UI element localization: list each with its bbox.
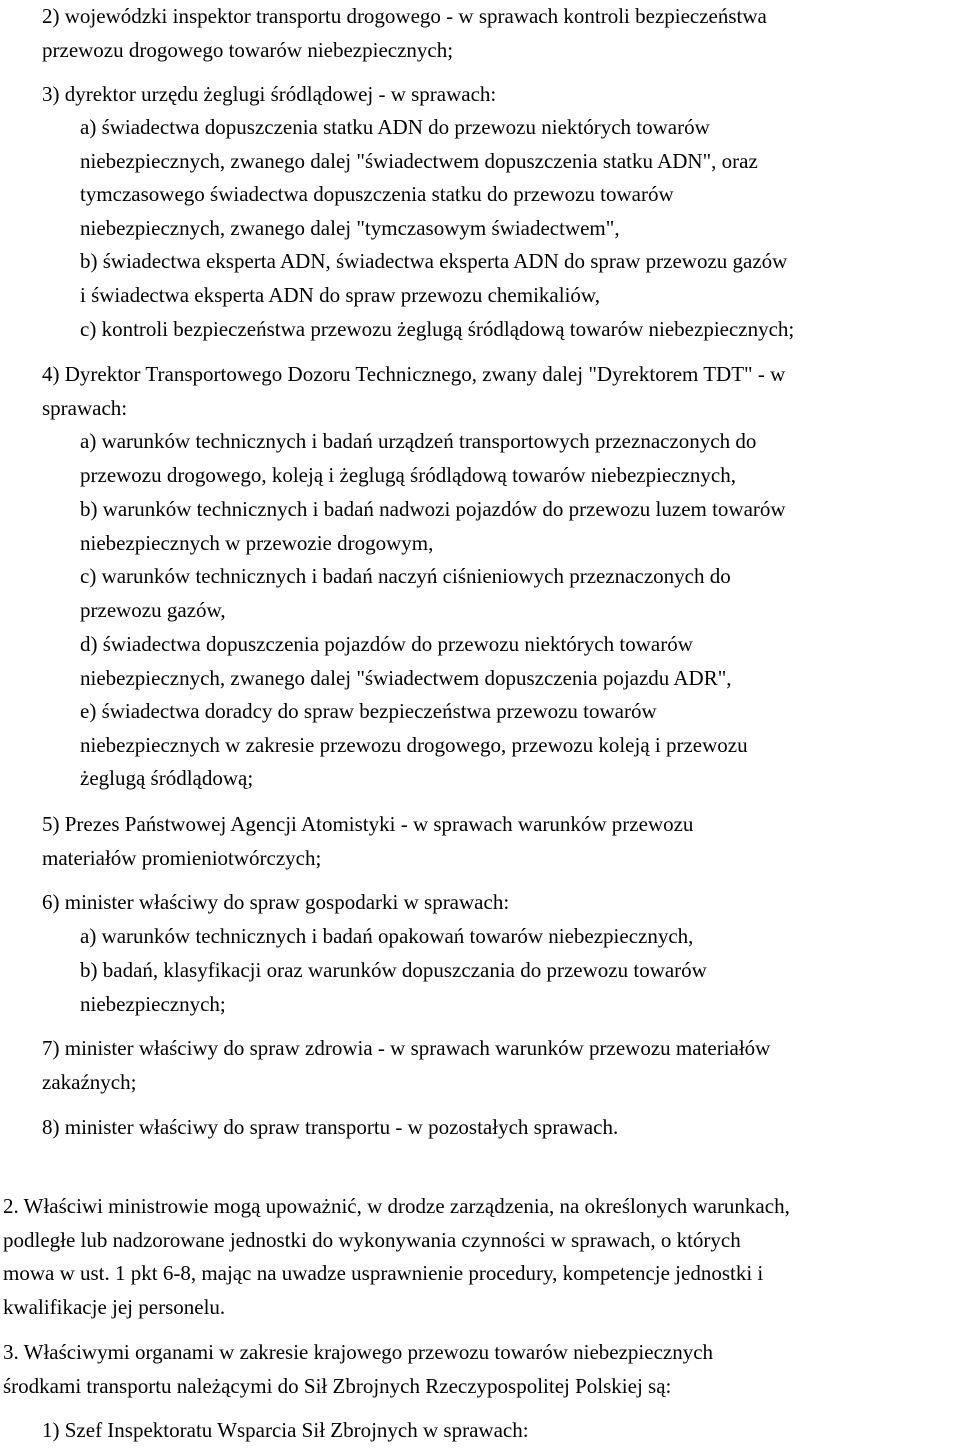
list-item (0, 560, 731, 627)
text-line: 2. Właściwi ministrowie mogą upoważnić, w drodze zarządzenia, na określonych warunkach, (3, 1194, 790, 1218)
list-item (0, 808, 693, 875)
list-item (0, 0, 767, 67)
text-line: a) warunków technicznych i badań urządzeń transportowych przeznaczonych do (80, 429, 757, 453)
text-line: 4) Dyrektor Transportowego Dozoru Technicznego, zwany dalej "Dyrektorem TDT" - w (42, 362, 786, 386)
text-line: b) badań, klasyfikacji oraz warunków dopuszczania do przewozu towarów (80, 958, 707, 982)
text-line: podległe lub nadzorowane jednostki do wykonywania czynności w sprawach, o których (3, 1227, 741, 1252)
list-item (0, 954, 707, 1021)
text-line: 6) minister właściwy do spraw gospodarki w sprawach: (42, 890, 510, 914)
text-line: niebezpiecznych, zwanego dalej "tymczasowym świadectwem", (80, 215, 620, 240)
list-item (0, 313, 794, 347)
list-item (0, 695, 748, 796)
text-line: tymczasowego świadectwa dopuszczenia statku do przewozu towarów (80, 182, 674, 207)
text-line: przewozu drogowego towarów niebezpiecznych; (42, 37, 454, 62)
text-line: 3) dyrektor urzędu żeglugi śródlądowej - w sprawach: (42, 82, 497, 106)
text-line: przewozu drogowego, koleją i żeglugą śródlądową towarów niebezpiecznych, (80, 462, 736, 487)
text-line: c) warunków technicznych i badań naczyń ciśnieniowych przeznaczonych do (80, 564, 731, 588)
list-item (0, 920, 693, 954)
text-line: b) świadectwa eksperta ADN, świadectwa eksperta ADN do spraw przewozu gazów (80, 249, 788, 273)
text-line: żeglugą śródlądową; (80, 766, 254, 791)
paragraph (0, 1336, 713, 1403)
text-line: c) kontroli bezpieczeństwa przewozu żeglugą śródlądową towarów niebezpiecznych; (80, 317, 795, 341)
list-item (0, 78, 496, 112)
text-line: 5) Prezes Państwowej Agencji Atomistyki - w sprawach warunków przewozu (42, 812, 694, 836)
text-line: 8) minister właściwy do spraw transportu - w pozostałych sprawach. (42, 1115, 619, 1139)
text-line: niebezpiecznych, zwanego dalej "świadectwem dopuszczenia statku ADN", oraz (80, 148, 758, 173)
text-line: a) warunków technicznych i badań opakowań towarów niebezpiecznych, (80, 924, 694, 948)
text-line: materiałów promieniotwórczych; (42, 845, 322, 870)
list-item (0, 425, 756, 492)
text-line: niebezpiecznych, zwanego dalej "świadectwem dopuszczenia pojazdu ADR", (80, 665, 732, 690)
paragraph (0, 1190, 790, 1324)
text-line: sprawach: (42, 395, 128, 420)
list-item (0, 358, 785, 425)
list-item (0, 1414, 529, 1448)
text-line: a) świadectwa dopuszczenia statku ADN do przewozu niektórych towarów (80, 115, 710, 139)
list-item (0, 245, 787, 312)
text-line: i świadectwa eksperta ADN do spraw przewozu chemikaliów, (80, 282, 600, 307)
text-line: d) świadectwa dopuszczenia pojazdów do przewozu niektórych towarów (80, 632, 693, 656)
text-line: przewozu gazów, (80, 597, 226, 622)
text-line: mowa w ust. 1 pkt 6-8, mając na uwadze usprawnienie procedury, kompetencje jednostki i (3, 1261, 764, 1286)
text-line: 1) Szef Inspektoratu Wsparcia Sił Zbrojnych w sprawach: (42, 1418, 529, 1442)
text-line: niebezpiecznych; (80, 991, 226, 1016)
list-item (0, 111, 758, 245)
list-item (0, 886, 509, 920)
text-line: niebezpiecznych w przewozie drogowym, (80, 530, 434, 555)
text-line: 2) wojewódzki inspektor transportu drogowego - w sprawach kontroli bezpieczeństwa (42, 4, 767, 28)
text-line: zakaźnych; (42, 1069, 137, 1094)
text-line: b) warunków technicznych i badań nadwozi pojazdów do przewozu luzem towarów (80, 497, 786, 521)
text-line: e) świadectwa doradcy do spraw bezpieczeństwa przewozu towarów (80, 699, 657, 723)
text-line: środkami transportu należącymi do Sił Zbrojnych Rzeczypospolitej Polskiej są: (3, 1373, 672, 1398)
text-line: niebezpiecznych w zakresie przewozu drogowego, przewozu koleją i przewozu (80, 732, 748, 757)
list-item (0, 628, 732, 695)
list-item (0, 493, 786, 560)
list-item (0, 1032, 770, 1099)
text-line: 7) minister właściwy do spraw zdrowia - w sprawach warunków przewozu materiałów (42, 1036, 771, 1060)
list-item (0, 1111, 618, 1145)
text-line: 3. Właściwymi organami w zakresie krajowego przewozu towarów niebezpiecznych (3, 1340, 714, 1364)
text-line: kwalifikacje jej personelu. (3, 1294, 226, 1319)
